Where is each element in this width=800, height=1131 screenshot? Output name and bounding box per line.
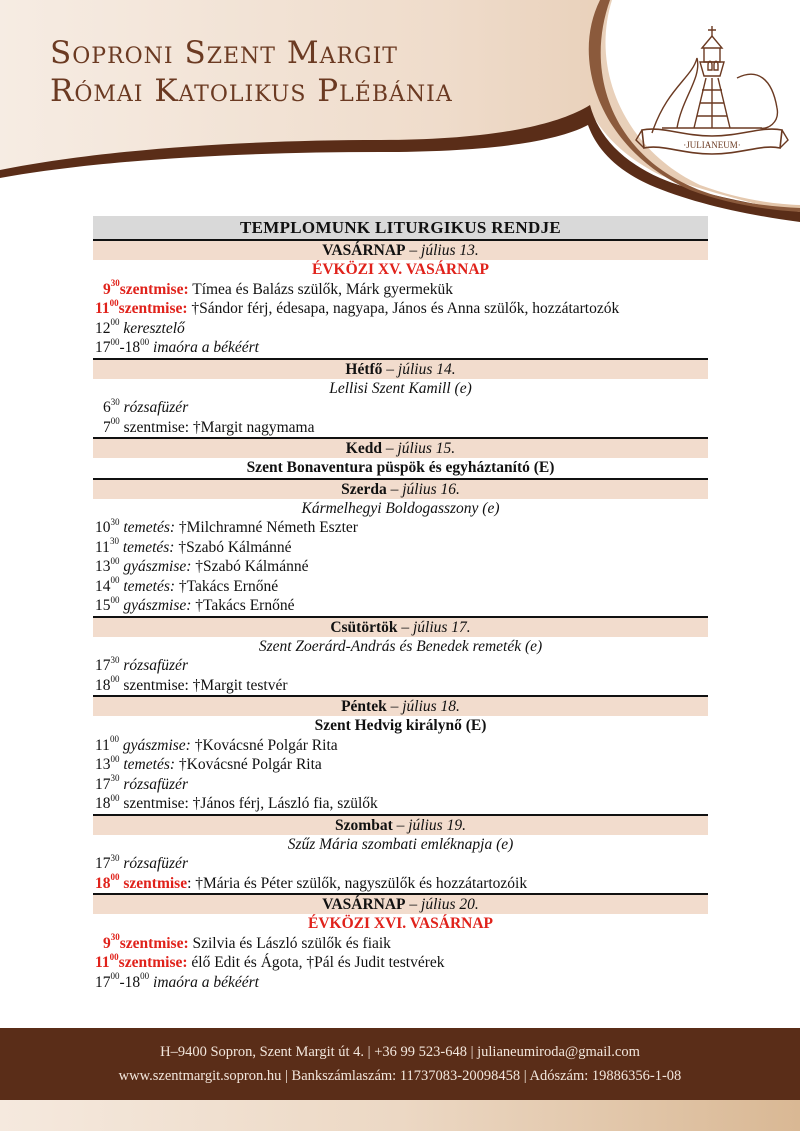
feast-name: Szent Zoerárd-András és Benedek remeték (e) [258,637,543,655]
entry-minute: 00 [110,792,120,803]
entry-label: temetés: [119,756,176,773]
schedule-entry [93,656,708,676]
entry-minute: 00 [110,872,120,883]
entry-text: †Takács Ernőné [175,577,279,595]
day-header [93,814,708,835]
schedule-entry [93,775,708,795]
entry-hour: 17 [95,973,111,991]
entry-label: rózsafüzér [119,657,188,674]
schedule-entry [93,319,708,339]
day-name: Kedd [345,440,382,457]
entry-label: temetés: [119,519,176,536]
schedule-title: TEMPLOMUNK LITURGIKUS RENDJE [93,216,708,239]
entry-time [95,516,120,536]
schedule-entry [93,577,708,597]
entry-time [95,317,120,337]
entry-minute-end: 00 [140,971,150,982]
day-name: Hétfő [345,360,383,378]
footer-address-line: H–9400 Sopron, Szent Margit út 4. | +36 99 523-648 | julianeumiroda@gmail.com [160,1044,640,1060]
entry-time [95,734,119,754]
entry-text: Tímea és Balázs szülők, Márk gyermekük [188,280,454,298]
day-header [93,893,708,914]
schedule-entry [93,676,708,696]
day-header [93,358,708,379]
feast-name: Szent Hedvig királynő (E) [314,717,487,734]
entry-minute: 30 [110,396,120,407]
footer-gradient-band [0,1100,800,1131]
entry-hour: 18 [95,874,111,892]
parish-title [50,34,453,110]
day-name: Péntek [341,698,387,715]
entry-minute: 30 [110,278,120,289]
feast-name: ÉVKÖZI XV. VASÁRNAP [311,261,489,278]
day-date: – július 18. [390,698,460,715]
day-date: – július 17. [401,618,471,636]
entry-hour: 7 [103,418,111,436]
schedule-entry [93,854,708,874]
entry-text: élő Edit és Ágota, †Pál és Judit testvérek [187,954,445,971]
day-name: VASÁRNAP [322,242,406,259]
entry-label: rózsafüzér [119,775,188,793]
day-header [93,695,708,716]
day-name: VASÁRNAP [322,896,406,913]
entry-text: †Kovácsné Polgár Rita [175,756,322,773]
entry-hour: 13 [95,756,111,773]
schedule-entry [93,973,708,993]
schedule-entry [93,338,708,358]
day-date: – július 19. [396,816,466,834]
schedule-entry [93,934,708,954]
schedule-entry [93,755,708,775]
entry-hour: 17 [95,855,111,872]
entry-label: szentmise: [118,954,188,971]
entry-time [95,536,119,556]
feast-name: Lellisi Szent Kamill (e) [329,379,472,397]
entry-time: $17^{00}-18^{00}$ [95,971,150,991]
schedule-entry [93,874,708,894]
entry-label: imaóra a békéért [149,339,259,356]
entry-time [95,674,120,694]
entry-time [95,792,120,812]
entry-hour: 11 [95,300,110,317]
entry-hour: 6 [103,399,111,416]
entry-label: rózsafüzér [119,399,189,416]
entry-text: †Milchramné Németh Eszter [175,519,358,536]
entry-label: gyászmise: [119,558,192,575]
entry-time [95,753,120,773]
entry-text: szentmise: †Margit nagymama [119,418,315,436]
entry-minute: 00 [110,555,120,566]
footer-contact [0,1028,800,1100]
entry-minute: 00 [110,416,120,427]
entry-label: szentmise: [119,934,189,952]
schedule-entry [93,953,708,973]
entry-time [95,852,120,872]
entry-minute: 30 [109,536,119,547]
entry-label: imaóra a békéért [149,973,259,991]
entry-label: gyászmise: [119,597,192,614]
entry-time [95,555,120,575]
schedule-entry [93,518,708,538]
entry-label: temetés: [118,538,175,556]
feast-name: Szent Bonaventura püspök és egyháztanító (E) [246,459,555,476]
day-header [93,616,708,637]
entry-hour: 9 [103,934,111,952]
entry-minute: 00 [110,971,120,982]
entry-label: gyászmise: [118,736,191,754]
entry-minute-end: 00 [140,336,150,347]
entry-time [95,297,119,317]
entry-hour: 18 [95,676,111,694]
entry-hour-end: 18 [124,339,141,356]
schedule-entry [93,596,708,616]
day-date: – július 15. [385,440,456,457]
entry-hour: 17 [95,657,111,674]
entry-time [95,594,120,614]
day-name: Csütörtök [330,618,398,636]
day-name: Szerda [341,480,387,498]
day-header [93,239,708,260]
entry-minute: 00 [110,753,120,764]
schedule-entry [93,398,708,418]
entry-time [103,396,120,416]
day-date: – július 14. [386,360,456,378]
entry-time: $17^{00}-18^{00}$ [95,336,150,356]
entry-minute: 30 [110,852,120,863]
day-name: Szombat [335,816,393,834]
entry-hour: 11 [95,538,110,556]
feast-name: Kármelhegyi Boldogasszony (e) [301,499,500,517]
entry-minute: 00 [110,317,120,328]
entry-time [95,773,120,793]
parish-title-line2: Római Katolikus Plébánia [50,73,453,109]
schedule-entry [93,418,708,438]
entry-hour-end: 18 [124,973,141,991]
entry-text: †Takács Ernőné [191,597,295,614]
entry-hour: 12 [95,319,111,337]
day-header [93,437,708,458]
entry-label: rózsafüzér [119,855,188,872]
day-date: – július 13. [409,242,479,259]
entry-time [103,278,120,298]
entry-text: szentmise: †János férj, László fia, szülők [119,795,378,812]
feast-name: ÉVKÖZI XVI. VASÁRNAP [307,915,494,932]
footer-bank-line: www.szentmargit.sopron.hu | Bankszámlaszám: 11737083-20098458 | Adószám: 19886356-1-08 [118,1068,682,1084]
day-header [93,478,708,499]
entry-hour: 11 [95,954,110,971]
entry-time [95,654,120,674]
entry-hour: 14 [95,577,111,595]
day-date: – július 20. [409,896,479,913]
schedule-entry [93,557,708,577]
entry-hour: 10 [95,519,111,536]
entry-hour: 13 [95,558,111,575]
entry-time [95,951,119,971]
entry-minute: 30 [110,516,120,527]
entry-minute: 30 [110,773,120,784]
entry-time [95,575,120,595]
schedule-entry [93,538,708,558]
schedule-entry [93,736,708,756]
entry-hour: 17 [95,775,111,793]
entry-hour: 17 [95,339,111,356]
svg-text:·JULIANEUM·: ·JULIANEUM· [683,140,741,150]
entry-hour: 18 [95,795,111,812]
entry-minute: 00 [110,594,120,605]
parish-title-line1: Soproni Szent Margit [50,35,398,71]
entry-text: †Kovácsné Polgár Rita [190,736,338,754]
entry-label: temetés: [119,577,176,595]
entry-time [103,932,120,952]
entry-text: †Szabó Kálmánné [191,558,309,575]
entry-minute: 00 [110,575,120,586]
entry-hour: 11 [95,736,110,754]
entry-label: szentmise: [119,280,189,298]
liturgical-schedule [93,216,708,992]
entry-minute: 00 [110,674,120,685]
entry-minute: 00 [110,336,120,347]
feast-name: Szűz Mária szombati emléknapja (e) [287,835,514,853]
entry-minute: 00 [109,734,119,745]
entry-hour: 9 [103,280,111,298]
entry-label: keresztelő [119,319,185,337]
entry-time [103,416,120,436]
entry-text: Szilvia és László szülők és fiaik [188,934,391,952]
entry-minute: 30 [110,654,120,665]
entry-minute: 30 [110,932,120,943]
schedule-entry [93,299,708,319]
entry-label: szentmise [119,874,188,892]
entry-text: : †Mária és Péter szülők, nagyszülők és hozzátartozóik [187,874,528,892]
entry-text: †Sándor férj, édesapa, nagyapa, János és Anna szülők, hozzátartozók [187,300,620,317]
schedule-entry [93,794,708,814]
schedule-entry [93,280,708,300]
day-date: – július 16. [390,480,460,498]
entry-text: †Szabó Kálmánné [174,538,292,556]
schedule-days [93,239,708,992]
entry-label: szentmise: [118,300,188,317]
entry-hour: 15 [95,597,111,614]
entry-minute: 00 [109,297,119,308]
entry-minute: 00 [109,951,119,962]
entry-text: szentmise: †Margit testvér [119,676,288,694]
entry-time [95,872,120,892]
julianeum-bell-tower-logo [632,18,792,168]
